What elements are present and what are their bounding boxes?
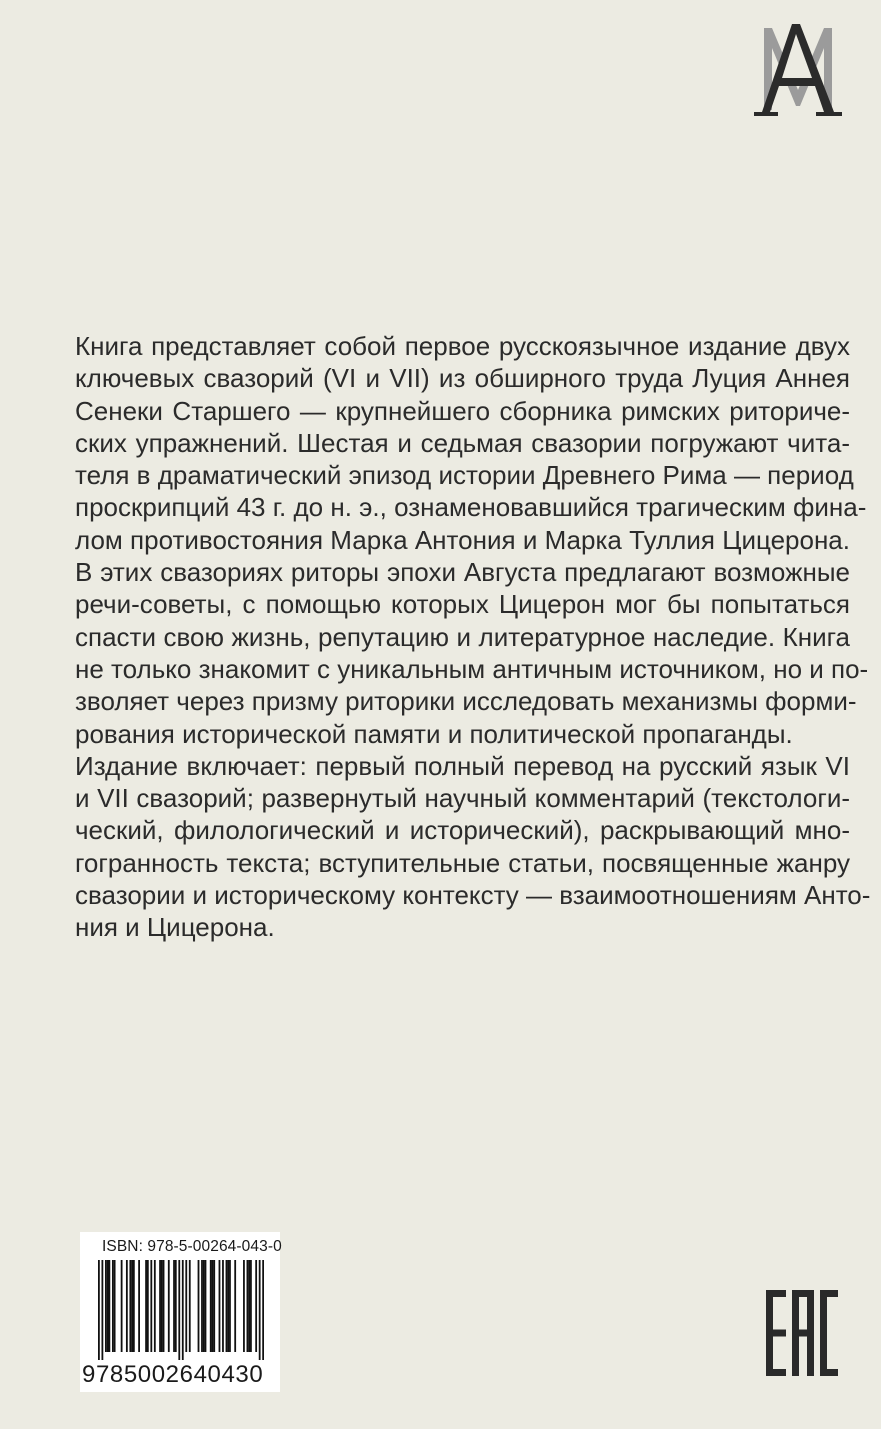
barcode-bar (247, 1260, 249, 1352)
eac-mark-icon (766, 1290, 838, 1376)
barcode-bar (219, 1260, 221, 1352)
barcode-bar (107, 1260, 109, 1352)
barcode-bar (161, 1260, 163, 1352)
barcode-bar (262, 1260, 264, 1360)
barcode-bar (112, 1260, 114, 1352)
barcode-bar (168, 1260, 170, 1352)
annotation-line: Издание включает: первый полный перевод на русский язык VI (75, 750, 850, 781)
annotation-line: речи-советы, с помощью которых Цицерон мог бы попытаться (75, 589, 850, 620)
annotation-line: ключевых свазорий (VI и VII) из обширного труда Луция Аннея (75, 363, 850, 394)
annotation-line: и VII свазорий; развернутый научный комментарий (текстологи- (75, 783, 850, 814)
annotation-line: зволяет через призму риторики исследовать механизмы форми- (75, 686, 857, 717)
barcode-bar (250, 1260, 252, 1352)
annotation-line: Книга представляет собой первое русскоязычное издание двух (75, 331, 850, 361)
annotation-line: теля в драматический эпизод истории Древнего Рима — период (75, 460, 854, 491)
barcode-bar (205, 1260, 207, 1352)
book-annotation (75, 330, 871, 944)
barcode-bar (189, 1260, 191, 1352)
annotation-line: Сенеки Старшего — крупнейшего сборника римских риториче- (75, 395, 850, 426)
barcode-bar (108, 1260, 110, 1352)
publisher-monogram-icon (748, 18, 852, 118)
barcode-bar (213, 1260, 215, 1352)
barcode-bar (121, 1260, 123, 1352)
barcode-bar (129, 1260, 131, 1352)
barcode-bar (229, 1260, 231, 1352)
barcode-bar (105, 1260, 107, 1352)
annotation-line: свазории и историческому контексту — взаимоотношениям Анто- (75, 880, 871, 911)
barcode-bar (163, 1260, 165, 1352)
barcode-bar (222, 1260, 224, 1352)
barcode-bar (226, 1260, 228, 1352)
barcode-bar (255, 1260, 257, 1352)
barcode-icon (98, 1260, 264, 1360)
annotation-line: спасти свою жизнь, репутацию и литературное наследие. Книга (75, 621, 850, 652)
annotation-line: ских упражнений. Шестая и седьмая свазории погружают чита- (75, 427, 850, 458)
barcode-bar (227, 1260, 229, 1352)
isbn-barcode (80, 1232, 280, 1392)
barcode-bar (154, 1260, 156, 1352)
annotation-line: рования исторической памяти и политической пропаганды. (75, 718, 793, 749)
barcode-bar (101, 1260, 103, 1360)
annotation-line: гогранность текста; вступительные статьи, посвященные жанру (75, 847, 850, 878)
publisher-logo (748, 18, 852, 118)
barcode-digits: 9785002640430 (82, 1361, 264, 1388)
barcode-bar (212, 1260, 214, 1352)
barcode-bar (210, 1260, 212, 1352)
barcode-bar (133, 1260, 135, 1352)
barcode-bar (234, 1260, 236, 1352)
barcode-bar (259, 1260, 261, 1360)
barcode-bar (173, 1260, 175, 1352)
barcode-bar (248, 1260, 250, 1352)
barcode-bar (114, 1260, 116, 1352)
barcode-bar (147, 1260, 149, 1352)
barcode-bar (185, 1260, 187, 1352)
barcode-bar (178, 1260, 180, 1360)
barcode-bar (159, 1260, 161, 1352)
barcode-bar (243, 1260, 245, 1352)
barcode-bar (138, 1260, 140, 1352)
annotation-line: В этих свазориях риторы эпохи Августа предлагают возможные (75, 557, 850, 588)
barcode-bar (175, 1260, 177, 1352)
annotation-line: проскрипций 43 г. до н. э., ознаменовавшийся трагическим фина- (75, 492, 867, 523)
annotation-line: ческий, филологический и исторический), раскрывающий мно- (75, 815, 850, 846)
barcode-bar (182, 1260, 184, 1360)
annotation-line: ния и Цицерона. (75, 912, 275, 943)
isbn-label: ISBN: 978-5-00264-043-0 (102, 1238, 282, 1255)
annotation-line: не только знакомит с уникальным античным источником, но и по- (75, 653, 869, 684)
barcode-bar (198, 1260, 200, 1352)
barcode-bar (145, 1260, 147, 1352)
barcode-bar (203, 1260, 205, 1352)
barcode-bar (98, 1260, 100, 1360)
annotation-line: лом противостояния Марка Антония и Марка Туллия Цицерона. (75, 524, 850, 555)
barcode-bar (131, 1260, 133, 1352)
barcode-bar (150, 1260, 152, 1352)
barcode-bar (126, 1260, 128, 1352)
barcode-bar (201, 1260, 203, 1352)
